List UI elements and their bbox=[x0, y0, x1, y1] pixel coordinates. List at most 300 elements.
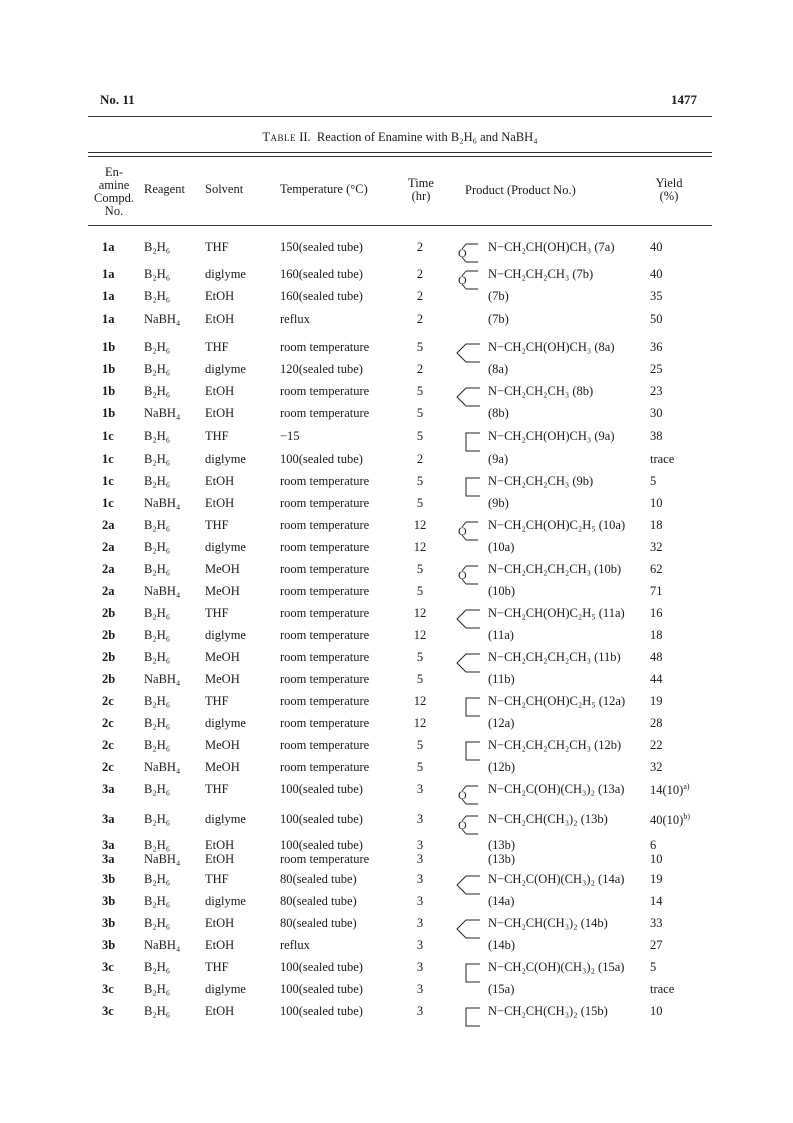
enamine-cell: 3a bbox=[102, 782, 115, 796]
yield-cell: 19 bbox=[650, 872, 663, 886]
product-cell: N−CH₂CH₂CH₂CH₃ (10b) bbox=[488, 562, 622, 576]
table-row bbox=[0, 406, 793, 424]
time-cell: 5 bbox=[416, 429, 424, 443]
reagent-cell: B₂H₆ bbox=[144, 429, 171, 443]
reagent-cell: B₂H₆ bbox=[144, 540, 171, 554]
enamine-cell: 1b bbox=[102, 362, 116, 376]
enamine-cell: 1c bbox=[102, 452, 114, 466]
yield-cell: $14(10)^{a)}$ bbox=[650, 782, 690, 798]
reagent-cell: B₂H₆ bbox=[144, 452, 171, 466]
reagent-cell: B₂H₆ bbox=[144, 838, 171, 852]
table-row bbox=[0, 474, 793, 492]
reagent-cell: NaBH₄ bbox=[144, 938, 181, 952]
product-cell: (7b) bbox=[488, 312, 509, 326]
time-cell: 5 bbox=[416, 738, 424, 752]
pyrrolidine-ring-icon bbox=[462, 1004, 482, 1030]
time-cell: 2 bbox=[416, 267, 424, 281]
time-cell: 3 bbox=[416, 1004, 424, 1018]
reagent-cell: NaBH₄ bbox=[144, 760, 181, 774]
table-row bbox=[0, 760, 793, 778]
enamine-cell: 3b bbox=[102, 938, 116, 952]
temperature-cell: 100(sealed tube) bbox=[280, 812, 363, 826]
yield-footnote-marker: b) bbox=[683, 812, 690, 821]
temperature-cell: 100(sealed tube) bbox=[280, 960, 363, 974]
enamine-cell: 2b bbox=[102, 606, 116, 620]
temperature-cell: 120(sealed tube) bbox=[280, 362, 363, 376]
temperature-cell: room temperature bbox=[280, 716, 370, 730]
temperature-cell: 160(sealed tube) bbox=[280, 267, 363, 281]
temperature-cell: reflux bbox=[280, 938, 310, 952]
time-cell: 2 bbox=[416, 312, 424, 326]
solvent-cell: EtOH bbox=[205, 289, 235, 303]
solvent-cell: EtOH bbox=[205, 838, 235, 852]
enamine-cell: 2a bbox=[102, 562, 115, 576]
reagent-cell: B₂H₆ bbox=[144, 562, 171, 576]
reagent-cell: B₂H₆ bbox=[144, 982, 171, 996]
yield-cell: 25 bbox=[650, 362, 663, 376]
table-row bbox=[0, 982, 793, 1000]
yield-cell: 38 bbox=[650, 429, 663, 443]
temperature-cell: −15 bbox=[280, 429, 300, 443]
product-cell: N−CH₂CH(OH)CH₃ (8a) bbox=[488, 340, 615, 354]
table-row bbox=[0, 960, 793, 978]
col-header-product: Product (Product No.) bbox=[465, 183, 576, 197]
solvent-cell: THF bbox=[205, 429, 229, 443]
yield-cell: 40 bbox=[650, 240, 663, 254]
product-cell: N−CH₂CH(OH)C₂H₅ (10a) bbox=[488, 518, 626, 532]
morpholine-ring-icon bbox=[454, 240, 482, 266]
temperature-cell: 100(sealed tube) bbox=[280, 838, 363, 852]
product-cell: N−CH₂C(OH)(CH₃)₂ (14a) bbox=[488, 872, 625, 886]
enamine-cell: 3a bbox=[102, 838, 115, 852]
temperature-cell: room temperature bbox=[280, 496, 370, 510]
yield-cell: 5 bbox=[650, 960, 657, 974]
table-row bbox=[0, 584, 793, 602]
temperature-cell: 80(sealed tube) bbox=[280, 916, 357, 930]
product-cell: (9b) bbox=[488, 496, 509, 510]
product-cell: (10a) bbox=[488, 540, 515, 554]
enamine-cell: 2c bbox=[102, 760, 114, 774]
temperature-cell: room temperature bbox=[280, 406, 370, 420]
table-row bbox=[0, 716, 793, 734]
table-row bbox=[0, 916, 793, 934]
solvent-cell: THF bbox=[205, 240, 229, 254]
reagent-cell: B₂H₆ bbox=[144, 340, 171, 354]
table-row bbox=[0, 738, 793, 756]
time-cell: 5 bbox=[416, 496, 424, 510]
yield-footnote-marker: a) bbox=[683, 782, 690, 791]
solvent-cell: EtOH bbox=[205, 474, 235, 488]
temperature-cell: room temperature bbox=[280, 852, 370, 866]
product-cell: N−CH₂CH(CH₃)₂ (13b) bbox=[488, 812, 608, 826]
reagent-cell: B₂H₆ bbox=[144, 650, 171, 664]
enamine-cell: 2c bbox=[102, 738, 114, 752]
svg-text:O: O bbox=[458, 273, 467, 287]
table-row bbox=[0, 672, 793, 690]
yield-cell: 36 bbox=[650, 340, 663, 354]
yield-cell: 71 bbox=[650, 584, 663, 598]
table-row bbox=[0, 650, 793, 668]
solvent-cell: diglyme bbox=[205, 452, 246, 466]
table-row bbox=[0, 540, 793, 558]
enamine-cell: 1c bbox=[102, 496, 114, 510]
solvent-cell: MeOH bbox=[205, 738, 240, 752]
enamine-cell: 2a bbox=[102, 584, 115, 598]
product-cell: (10b) bbox=[488, 584, 516, 598]
time-cell: 3 bbox=[416, 938, 424, 952]
enamine-cell: 2b bbox=[102, 628, 116, 642]
yield-cell: 30 bbox=[650, 406, 663, 420]
solvent-cell: EtOH bbox=[205, 1004, 235, 1018]
table-row bbox=[0, 852, 793, 870]
enamine-cell: 2b bbox=[102, 650, 116, 664]
enamine-cell: 1b bbox=[102, 340, 116, 354]
caption-roman: II. bbox=[296, 130, 311, 144]
solvent-cell: MeOH bbox=[205, 584, 240, 598]
temperature-cell: room temperature bbox=[280, 340, 370, 354]
enamine-cell: 3c bbox=[102, 960, 114, 974]
time-cell: 5 bbox=[416, 650, 424, 664]
reagent-cell: B₂H₆ bbox=[144, 267, 171, 281]
product-cell: N−CH₂C(OH)(CH₃)₂ (15a) bbox=[488, 960, 625, 974]
col-header-enamine-line: No. bbox=[104, 204, 124, 218]
enamine-cell: 1a bbox=[102, 240, 115, 254]
time-cell: 5 bbox=[416, 562, 424, 576]
solvent-cell: diglyme bbox=[205, 628, 246, 642]
time-cell: 12 bbox=[413, 540, 427, 554]
time-cell: 12 bbox=[413, 716, 427, 730]
enamine-cell: 2a bbox=[102, 540, 115, 554]
col-header-time-line: Time bbox=[408, 176, 434, 190]
svg-text:O: O bbox=[458, 818, 467, 832]
reagent-cell: B₂H₆ bbox=[144, 960, 171, 974]
col-header-enamine bbox=[92, 166, 136, 218]
table-row bbox=[0, 812, 793, 830]
caption-label: Table bbox=[262, 130, 297, 144]
time-cell: 2 bbox=[416, 289, 424, 303]
yield-cell: $40(10)^{b)}$ bbox=[650, 812, 690, 828]
temperature-cell: 100(sealed tube) bbox=[280, 982, 363, 996]
product-cell: (11b) bbox=[488, 672, 515, 686]
table-row bbox=[0, 362, 793, 380]
temperature-cell: reflux bbox=[280, 312, 310, 326]
solvent-cell: EtOH bbox=[205, 384, 235, 398]
enamine-cell: 3c bbox=[102, 1004, 114, 1018]
temperature-cell: 160(sealed tube) bbox=[280, 289, 363, 303]
reagent-cell: B₂H₆ bbox=[144, 738, 171, 752]
enamine-cell: 1b bbox=[102, 384, 116, 398]
time-cell: 12 bbox=[413, 628, 427, 642]
solvent-cell: diglyme bbox=[205, 812, 246, 826]
reagent-cell: NaBH₄ bbox=[144, 312, 181, 326]
enamine-cell: 3b bbox=[102, 916, 116, 930]
table-row bbox=[0, 1004, 793, 1022]
enamine-cell: 3c bbox=[102, 982, 114, 996]
reagent-cell: NaBH₄ bbox=[144, 672, 181, 686]
time-cell: 3 bbox=[416, 894, 424, 908]
reagent-cell: B₂H₆ bbox=[144, 916, 171, 930]
product-cell: (13b) bbox=[488, 852, 516, 866]
enamine-cell: 2c bbox=[102, 694, 114, 708]
time-cell: 5 bbox=[416, 406, 424, 420]
table-row bbox=[0, 429, 793, 447]
time-cell: 12 bbox=[413, 694, 427, 708]
time-cell: 5 bbox=[416, 340, 424, 354]
reagent-cell: B₂H₆ bbox=[144, 474, 171, 488]
time-cell: 3 bbox=[416, 838, 424, 852]
yield-cell: 44 bbox=[650, 672, 663, 686]
reagent-cell: NaBH₄ bbox=[144, 496, 181, 510]
enamine-cell: 1c bbox=[102, 429, 114, 443]
solvent-cell: diglyme bbox=[205, 362, 246, 376]
table-row bbox=[0, 240, 793, 258]
enamine-cell: 2c bbox=[102, 716, 114, 730]
svg-text:O: O bbox=[458, 246, 467, 260]
temperature-cell: room temperature bbox=[280, 606, 370, 620]
solvent-cell: EtOH bbox=[205, 312, 235, 326]
table-row bbox=[0, 518, 793, 536]
solvent-cell: diglyme bbox=[205, 540, 246, 554]
temperature-cell: room temperature bbox=[280, 540, 370, 554]
yield-cell: 10 bbox=[650, 496, 663, 510]
product-cell: (14b) bbox=[488, 938, 516, 952]
product-cell: (8b) bbox=[488, 406, 509, 420]
solvent-cell: THF bbox=[205, 960, 229, 974]
col-header-time-line: (hr) bbox=[411, 189, 431, 203]
product-cell: (9a) bbox=[488, 452, 509, 466]
table-row bbox=[0, 340, 793, 358]
solvent-cell: MeOH bbox=[205, 562, 240, 576]
col-header-enamine-line: Compd. bbox=[94, 191, 134, 205]
temperature-cell: room temperature bbox=[280, 518, 370, 532]
solvent-cell: THF bbox=[205, 694, 229, 708]
col-header-enamine-line: En- bbox=[104, 165, 124, 179]
reagent-cell: B₂H₆ bbox=[144, 812, 171, 826]
product-cell: (11a) bbox=[488, 628, 514, 642]
header-rule bbox=[88, 116, 712, 117]
product-cell: N−CH₂CH₂CH₃ (8b) bbox=[488, 384, 594, 398]
table-row bbox=[0, 452, 793, 470]
table-header-rule bbox=[88, 225, 712, 226]
reagent-cell: NaBH₄ bbox=[144, 852, 181, 866]
solvent-cell: EtOH bbox=[205, 852, 235, 866]
table-row bbox=[0, 694, 793, 712]
time-cell: 3 bbox=[416, 960, 424, 974]
temperature-cell: room temperature bbox=[280, 738, 370, 752]
enamine-cell: 1a bbox=[102, 267, 115, 281]
col-header-yield-line: (%) bbox=[659, 189, 679, 203]
yield-cell: 40 bbox=[650, 267, 663, 281]
journal-number: No. 11 bbox=[100, 92, 135, 107]
yield-cell: 62 bbox=[650, 562, 663, 576]
yield-cell: 48 bbox=[650, 650, 663, 664]
enamine-cell: 2a bbox=[102, 518, 115, 532]
reagent-cell: B₂H₆ bbox=[144, 894, 171, 908]
product-cell: N−CH₂CH(OH)C₂H₅ (12a) bbox=[488, 694, 626, 708]
product-cell: N−CH₂CH(OH)CH₃ (9a) bbox=[488, 429, 615, 443]
product-cell: N−CH₂CH(OH)C₂H₅ (11a) bbox=[488, 606, 625, 620]
time-cell: 3 bbox=[416, 982, 424, 996]
time-cell: 12 bbox=[413, 606, 427, 620]
temperature-cell: room temperature bbox=[280, 672, 370, 686]
svg-text:O: O bbox=[458, 788, 467, 802]
reagent-cell: B₂H₆ bbox=[144, 716, 171, 730]
solvent-cell: diglyme bbox=[205, 894, 246, 908]
table-row bbox=[0, 894, 793, 912]
product-cell: (7b) bbox=[488, 289, 509, 303]
enamine-cell: 3b bbox=[102, 894, 116, 908]
time-cell: 5 bbox=[416, 384, 424, 398]
time-cell: 3 bbox=[416, 852, 424, 866]
table-row bbox=[0, 782, 793, 800]
product-cell: (15a) bbox=[488, 982, 515, 996]
solvent-cell: EtOH bbox=[205, 496, 235, 510]
reagent-cell: NaBH₄ bbox=[144, 584, 181, 598]
table-row bbox=[0, 384, 793, 402]
yield-cell: 23 bbox=[650, 384, 663, 398]
yield-cell: 32 bbox=[650, 540, 663, 554]
enamine-cell: 1b bbox=[102, 406, 116, 420]
solvent-cell: diglyme bbox=[205, 267, 246, 281]
table-row bbox=[0, 562, 793, 580]
temperature-cell: room temperature bbox=[280, 650, 370, 664]
reagent-cell: B₂H₆ bbox=[144, 694, 171, 708]
temperature-cell: 150(sealed tube) bbox=[280, 240, 363, 254]
temperature-cell: room temperature bbox=[280, 384, 370, 398]
table-row bbox=[0, 872, 793, 890]
table-top-rule-1 bbox=[88, 152, 712, 153]
yield-cell: 32 bbox=[650, 760, 663, 774]
product-cell: N−CH₂CH(CH₃)₂ (14b) bbox=[488, 916, 608, 930]
table-row bbox=[0, 496, 793, 514]
temperature-cell: room temperature bbox=[280, 628, 370, 642]
yield-cell: 35 bbox=[650, 289, 663, 303]
yield-cell: 33 bbox=[650, 916, 663, 930]
time-cell: 2 bbox=[416, 362, 424, 376]
product-cell: N−CH₂C(OH)(CH₃)₂ (13a) bbox=[488, 782, 625, 796]
col-header-yield bbox=[644, 177, 694, 203]
yield-cell: trace bbox=[650, 982, 675, 996]
col-header-enamine-line: amine bbox=[98, 178, 130, 192]
solvent-cell: MeOH bbox=[205, 650, 240, 664]
solvent-cell: THF bbox=[205, 606, 229, 620]
table-row bbox=[0, 628, 793, 646]
temperature-cell: room temperature bbox=[280, 694, 370, 708]
time-cell: 3 bbox=[416, 782, 424, 796]
col-header-reagent: Reagent bbox=[144, 182, 185, 196]
enamine-cell: 1c bbox=[102, 474, 114, 488]
solvent-cell: MeOH bbox=[205, 672, 240, 686]
product-cell: N−CH₂CH₂CH₃ (9b) bbox=[488, 474, 594, 488]
product-cell: N−CH₂CH(OH)CH₃ (7a) bbox=[488, 240, 615, 254]
time-cell: 5 bbox=[416, 474, 424, 488]
product-cell: N−CH₂CH₂CH₂CH₃ (12b) bbox=[488, 738, 622, 752]
solvent-cell: THF bbox=[205, 518, 229, 532]
time-cell: 2 bbox=[416, 240, 424, 254]
solvent-cell: EtOH bbox=[205, 406, 235, 420]
product-cell: (8a) bbox=[488, 362, 509, 376]
table-caption bbox=[88, 130, 712, 145]
caption-text: Reaction of Enamine with B₂H₆ and NaBH₄ bbox=[316, 130, 538, 144]
solvent-cell: THF bbox=[205, 782, 229, 796]
product-cell: (12a) bbox=[488, 716, 515, 730]
product-cell: N−CH₂CH₂CH₂CH₃ (11b) bbox=[488, 650, 621, 664]
time-cell: 3 bbox=[416, 812, 424, 826]
reagent-cell: B₂H₆ bbox=[144, 362, 171, 376]
product-cell: N−CH₂CH(CH₃)₂ (15b) bbox=[488, 1004, 608, 1018]
page-number: 1477 bbox=[671, 92, 697, 107]
time-cell: 3 bbox=[416, 916, 424, 930]
time-cell: 5 bbox=[416, 672, 424, 686]
solvent-cell: MeOH bbox=[205, 760, 240, 774]
solvent-cell: THF bbox=[205, 340, 229, 354]
reagent-cell: B₂H₆ bbox=[144, 240, 171, 254]
enamine-cell: 2b bbox=[102, 672, 116, 686]
temperature-cell: room temperature bbox=[280, 474, 370, 488]
time-cell: 3 bbox=[416, 872, 424, 886]
reagent-cell: B₂H₆ bbox=[144, 289, 171, 303]
solvent-cell: THF bbox=[205, 872, 229, 886]
yield-cell: 28 bbox=[650, 716, 663, 730]
reagent-cell: B₂H₆ bbox=[144, 606, 171, 620]
enamine-cell: 3b bbox=[102, 872, 116, 886]
time-cell: 5 bbox=[416, 584, 424, 598]
yield-cell: 6 bbox=[650, 838, 657, 852]
reagent-cell: B₂H₆ bbox=[144, 872, 171, 886]
temperature-cell: room temperature bbox=[280, 584, 370, 598]
svg-text:O: O bbox=[458, 568, 467, 582]
yield-cell: trace bbox=[650, 452, 675, 466]
svg-text:O: O bbox=[458, 524, 467, 538]
temperature-cell: 100(sealed tube) bbox=[280, 1004, 363, 1018]
time-cell: 12 bbox=[413, 518, 427, 532]
solvent-cell: EtOH bbox=[205, 916, 235, 930]
enamine-cell: 3a bbox=[102, 852, 115, 866]
yield-cell: 10 bbox=[650, 852, 663, 866]
reagent-cell: B₂H₆ bbox=[144, 782, 171, 796]
col-header-time bbox=[403, 177, 439, 203]
col-header-solvent: Solvent bbox=[205, 182, 244, 196]
table-row bbox=[0, 938, 793, 956]
product-cell: (13b) bbox=[488, 838, 516, 852]
yield-cell: 10 bbox=[650, 1004, 663, 1018]
table-top-rule-2 bbox=[88, 156, 712, 157]
yield-cell: 19 bbox=[650, 694, 663, 708]
product-cell: (12b) bbox=[488, 760, 516, 774]
yield-cell: 18 bbox=[650, 628, 663, 642]
temperature-cell: 80(sealed tube) bbox=[280, 894, 357, 908]
col-header-yield-line: Yield bbox=[655, 176, 683, 190]
table-row bbox=[0, 267, 793, 285]
yield-cell: 22 bbox=[650, 738, 663, 752]
temperature-cell: 100(sealed tube) bbox=[280, 782, 363, 796]
table-row bbox=[0, 606, 793, 624]
yield-cell: 18 bbox=[650, 518, 663, 532]
reagent-cell: B₂H₆ bbox=[144, 628, 171, 642]
temperature-cell: room temperature bbox=[280, 760, 370, 774]
yield-cell: 14 bbox=[650, 894, 663, 908]
reagent-cell: B₂H₆ bbox=[144, 1004, 171, 1018]
reagent-cell: B₂H₆ bbox=[144, 384, 171, 398]
reagent-cell: B₂H₆ bbox=[144, 518, 171, 532]
reagent-cell: NaBH₄ bbox=[144, 406, 181, 420]
temperature-cell: 80(sealed tube) bbox=[280, 872, 357, 886]
enamine-cell: 1a bbox=[102, 312, 115, 326]
yield-cell: 5 bbox=[650, 474, 657, 488]
product-cell: (14a) bbox=[488, 894, 515, 908]
temperature-cell: room temperature bbox=[280, 562, 370, 576]
col-header-temperature: Temperature (°C) bbox=[280, 182, 368, 196]
